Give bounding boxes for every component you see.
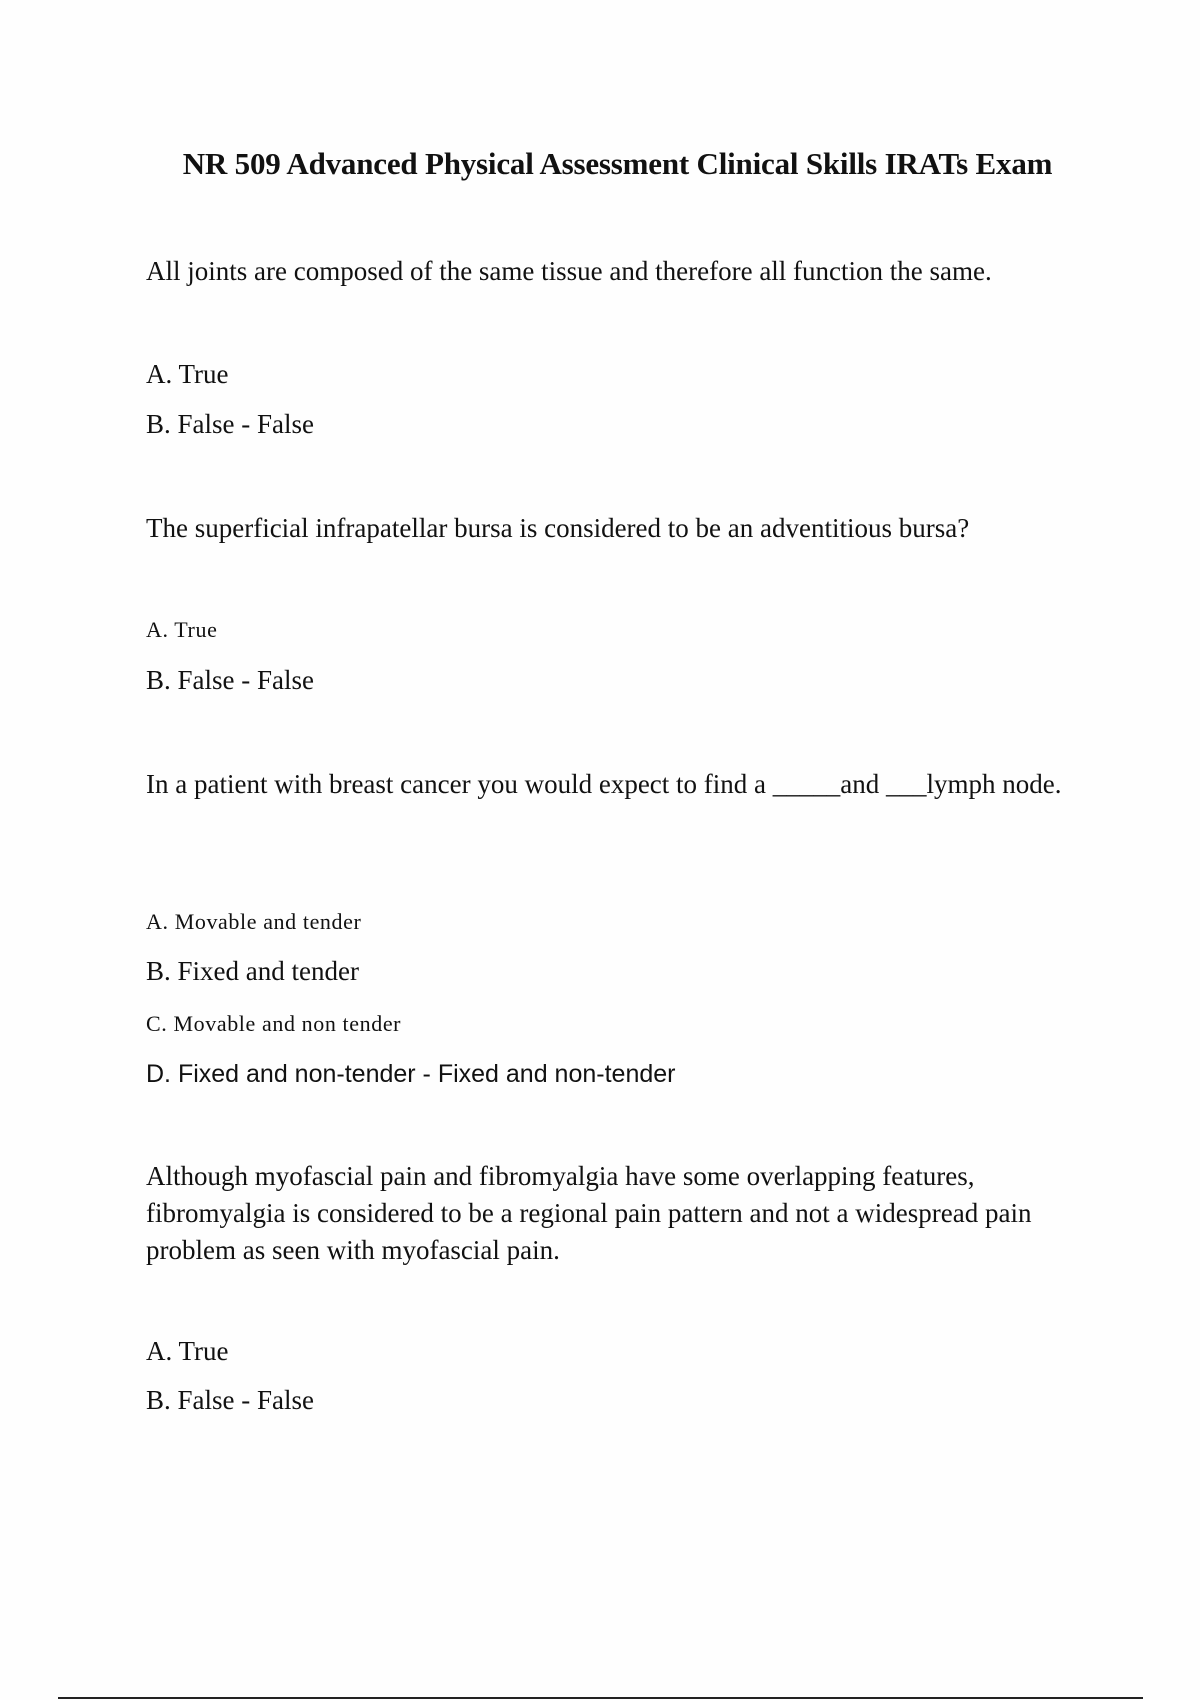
- question-3-text: In a patient with breast cancer you would expect to find a _____and ___lymph node.: [146, 769, 1062, 799]
- question-3-option-b: B. Fixed and tender: [146, 956, 359, 986]
- question-2-option-b: B. False - False: [146, 665, 314, 695]
- page-title: NR 509 Advanced Physical Assessment Clinical Skills IRATs Exam: [182, 146, 1053, 181]
- question-1-text: All joints are composed of the same tissue and therefore all function the same.: [146, 256, 992, 286]
- question-2-text: The superficial infrapatellar bursa is considered to be an adventitious bursa?: [146, 513, 970, 543]
- question-3-option-a: A. Movable and tender: [146, 909, 362, 934]
- question-2-option-a: A. True: [146, 617, 218, 642]
- question-4-option-b: B. False - False: [146, 1385, 314, 1415]
- question-1-option-b: B. False - False: [146, 409, 314, 439]
- question-4-text: Although myofascial pain and fibromyalgia have some overlapping features, fibromyalgia is considered to be a regional pain pattern and not a widespread pain problem as seen with myofascial pain.: [146, 1161, 1032, 1265]
- question-4-option-a: A. True: [146, 1336, 229, 1366]
- question-3-option-c: C. Movable and non tender: [146, 1011, 402, 1036]
- footer-divider: [58, 1697, 1143, 1699]
- question-3-option-d: D. Fixed and non-tender - Fixed and non-tender: [146, 1060, 676, 1088]
- question-1-option-a: A. True: [146, 359, 229, 389]
